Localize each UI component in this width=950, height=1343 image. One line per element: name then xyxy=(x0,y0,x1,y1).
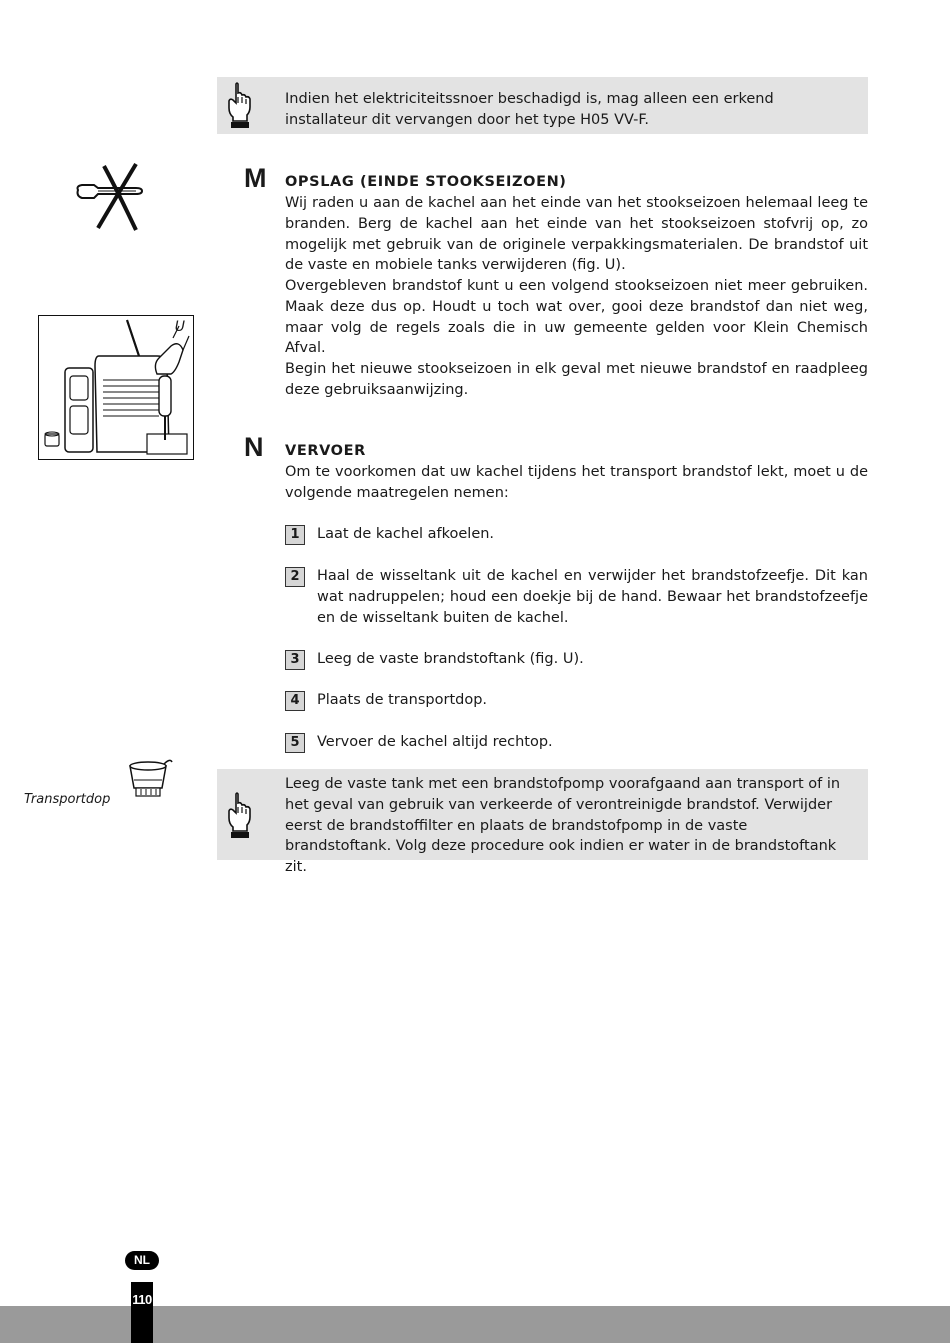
section-title-opslag: OPSLAG (EINDE STOOKSEIZOEN) xyxy=(285,174,567,190)
step-text-5: Vervoer de kachel altijd rechtop. xyxy=(317,734,553,750)
no-screwdriver-icon xyxy=(72,160,152,239)
section-letter-m: M xyxy=(244,163,267,193)
notice-top-text: Indien het elektriciteitssnoer beschadigd is, mag alleen een erkend installateur dit vervangen door het type H05 VV-F. xyxy=(285,91,774,128)
step-number-2: 2 xyxy=(285,567,305,587)
section-n-intro: Om te voorkomen dat uw kachel tijdens het transport brandstof lekt, moet u de volgende maatregelen nemen: xyxy=(285,464,868,501)
step-text-1: Laat de kachel afkoelen. xyxy=(317,526,495,542)
step-number-5: 5 xyxy=(285,733,305,753)
notice-box-top xyxy=(217,77,868,134)
page-number: 110 xyxy=(132,1292,152,1307)
language-badge: NL xyxy=(125,1251,159,1270)
transport-cap-icon xyxy=(126,756,176,804)
step-number-3: 3 xyxy=(285,650,305,670)
section-m-paragraph-1: Wij raden u aan de kachel aan het einde van het stookseizoen helemaal leeg te branden. Berg de kachel aan het einde van het stookseizoen stofvrij op, zo mogelijk met gebruik van de originele verpakkingsmaterialen. De brandstof uit de vaste en mobiele tanks verwijderen (fig. U). xyxy=(285,195,868,274)
step-number-1: 1 xyxy=(285,525,305,545)
step-text-3: Leeg de vaste brandstoftank (fig. U). xyxy=(317,651,584,667)
pointing-hand-icon xyxy=(223,81,257,135)
pointing-hand-icon xyxy=(223,791,257,845)
section-m-paragraph-3: Begin het nieuwe stookseizoen in elk geval met nieuwe brandstof en raadpleeg deze gebruiksaanwijzing. xyxy=(285,361,868,398)
section-title-vervoer: VERVOER xyxy=(285,443,366,459)
step-text-2: Haal de wisseltank uit de kachel en verwijder het brandstofzeefje. Dit kan wat nadruppelen; houd een doekje bij de hand. Bewaar het brandstofzeefje en de wisseltank buiten de kachel. xyxy=(317,568,868,626)
notice-box-bottom xyxy=(217,769,868,876)
transport-cap-caption: Transportdop xyxy=(24,792,111,807)
figure-u-label: U xyxy=(174,319,185,335)
section-letter-n: N xyxy=(244,432,264,462)
section-m-paragraph-2: Overgebleven brandstof kunt u een volgend stookseizoen niet meer gebruiken. Maak deze dus op. Houdt u toch wat over, gooi deze brandstof dan niet weg, maar volg de regels zoals die in uw gemeente gelden voor Klein Chemisch Afval. xyxy=(285,278,868,357)
step-text-4: Plaats de transportdop. xyxy=(317,692,488,708)
notice-bottom-text: Leeg de vaste tank met een brandstofpomp voorafgaand aan transport of in het geval van gebruik van verkeerde of verontreinigde brandstof. Verwijder eerst de brandstoffilter en plaats de brandstofpomp in de vaste brandstoftank. Volg deze procedure ook indien er water in de brandstoftank zit. xyxy=(285,776,841,876)
figure-u-heater-draining xyxy=(38,315,194,460)
step-number-4: 4 xyxy=(285,691,305,711)
